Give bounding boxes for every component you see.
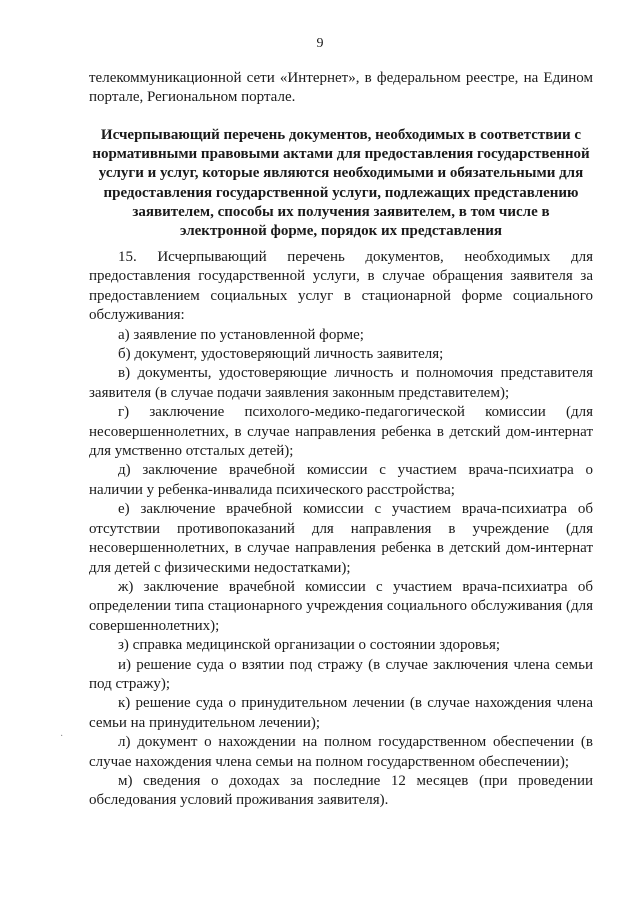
text-line: для умственно отсталых детей); xyxy=(89,443,294,460)
list-item-a xyxy=(89,326,593,345)
text-line: случае нахождения члена семьи на полном государственном обеспечении); xyxy=(89,753,570,770)
text-line: определении типа стационарного учреждения социального обслуживания (для xyxy=(89,598,593,615)
text-line: л) документ о нахождении на полном государственном обеспечении (в xyxy=(118,734,593,751)
list-item-k xyxy=(89,694,593,733)
text-line: к) решение суда о принудительном лечении (в случае нахождения члена xyxy=(118,695,593,712)
text-line: и) решение суда о взятии под стражу (в случае заключения члена семьи xyxy=(118,656,593,673)
text-line: обслуживания: xyxy=(89,307,185,324)
paragraph-15 xyxy=(89,248,593,326)
heading-line: заявителем, способы их получения заявителем, в том числе в xyxy=(132,203,550,220)
text-line: г) заключение психолого-медико-педагогической комиссии (для xyxy=(118,404,593,421)
text-line: семьи на принудительном лечении); xyxy=(89,714,321,731)
heading-line: предоставления государственной услуги, подлежащих представлению xyxy=(103,184,579,201)
heading-line: электронной форме, порядок их представления xyxy=(180,223,502,240)
list-item-b xyxy=(89,345,593,364)
list-item-g xyxy=(89,403,593,461)
text-line: наличии у ребенка-инвалида психического расстройства; xyxy=(89,481,455,498)
list-item-v xyxy=(89,364,593,403)
text-line: з) справка медицинской организации о состоянии здоровья; xyxy=(118,637,501,654)
list-item-m xyxy=(89,772,593,811)
text-line: д) заключение врачебной комиссии с участием врача-психиатра о xyxy=(118,462,593,479)
text-line: под стражу); xyxy=(89,675,171,692)
intro-paragraph xyxy=(89,69,593,108)
list-item-e xyxy=(89,500,593,578)
text-line: 15. Исчерпывающий перечень документов, необходимых для xyxy=(118,249,593,265)
document-body xyxy=(89,248,593,811)
text-line: в) документы, удостоверяющие личность и полномочия представителя xyxy=(118,365,593,382)
list-item-d xyxy=(89,461,593,500)
page-number: 9 xyxy=(316,36,324,51)
list-item-z xyxy=(89,636,593,655)
list-item-i xyxy=(89,656,593,695)
text-line: м) сведения о доходах за последние 12 месяцев (при проведении xyxy=(118,772,593,789)
text-line: несовершеннолетних, в случае направления ребенка в детский дом-интернат xyxy=(89,540,593,557)
text-line: а) заявление по установленной форме; xyxy=(118,326,364,343)
list-item-zh xyxy=(89,578,593,636)
text-line: предоставления государственной услуги, в случае обращения заявителя за xyxy=(89,268,593,285)
list-item-l xyxy=(89,733,593,772)
heading-line: услуги и услуг, которые являются необходимыми и обязательными для xyxy=(98,165,584,182)
text-line: отсутствии противопоказаний для направления в учреждение (для xyxy=(89,520,593,537)
margin-mark: · xyxy=(60,731,64,742)
text-line: для детей с физическими недостатками); xyxy=(89,559,351,576)
heading-line: нормативными правовыми актами для предоставления государственной xyxy=(92,146,590,163)
text-line: телекоммуникационной сети «Интернет», в федеральном реестре, на Едином xyxy=(89,70,593,86)
heading-line: Исчерпывающий перечень документов, необходимых в соответствии с xyxy=(100,127,582,143)
text-line: е) заключение врачебной комиссии с участием врача-психиатра об xyxy=(118,501,593,518)
text-line: совершеннолетних); xyxy=(89,617,220,634)
section-heading xyxy=(89,126,593,241)
text-line: портале, Региональном портале. xyxy=(89,89,296,106)
text-line: заявителя (в случае подачи заявления законным представителем); xyxy=(89,384,510,401)
text-line: б) документ, удостоверяющий личность заявителя; xyxy=(118,346,444,363)
text-line: обследования условий проживания заявителя). xyxy=(89,792,389,809)
text-line: предоставлением социальных услуг в стационарной форме социального xyxy=(89,287,593,304)
text-line: несовершеннолетних, в случае направления ребенка в детский дом-интернат xyxy=(89,423,593,440)
text-line: ж) заключение врачебной комиссии с участием врача-психиатра об xyxy=(118,578,593,595)
